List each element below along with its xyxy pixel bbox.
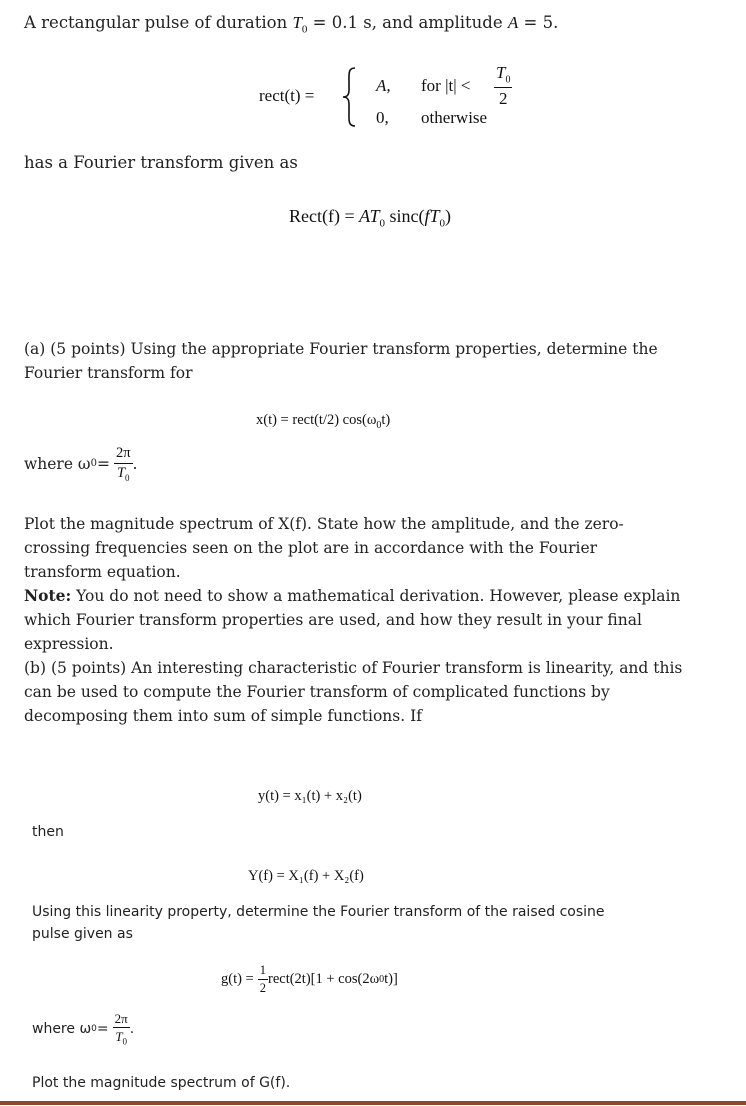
part-b-question: (b) (5 points) An interesting characteristic of Fourier transform is linearity, and this can be used to compute the Fourier transform of complicated functions by decomposing them into sum of simple functions. If	[24, 659, 683, 725]
intro-amplitude-value: = 5.	[518, 13, 559, 32]
case1-condition: for |t| <	[421, 76, 471, 95]
case1-fraction: $\frac{T_0}{2}$	[496, 63, 511, 109]
part-a-plot-instruction: Plot the magnitude spectrum of X(f). State how the amplitude, and the zero-crossing frequencies seen on the plot are in accordance with the Fourier transform equation.	[24, 515, 624, 581]
case2-value: 0,	[376, 108, 389, 127]
part-b-equation-Y: Y(f) = X₁(f) + X₂(f)	[248, 868, 364, 884]
part-a-equation-x: x(t) = rect(t/2) $\cos(\omega_0t)$	[256, 412, 391, 431]
rect-definition-lhs: rect(t) =	[259, 86, 315, 105]
part-b-linearity-text: Using this linearity property, determine the Fourier transform of the raised cosine pulse given as	[32, 904, 605, 942]
ft-intro-text: has a Fourier transform given as	[24, 153, 298, 172]
bottom-rule	[0, 1101, 746, 1105]
case1-value: A,	[376, 76, 391, 95]
part-a-note	[24, 584, 684, 656]
intro-A: A	[507, 13, 519, 32]
part-a-where-omega: where ω 0 = $\frac{2\pi}{T_0}$ .	[24, 445, 138, 483]
part-b-plot-instruction: Plot the magnitude spectrum of G(f).	[32, 1075, 291, 1091]
intro-prefix: A rectangular pulse of duration	[24, 13, 293, 32]
note-text: You do not need to show a mathematical derivation. However, please explain which Fourier transform properties are used, and how they result in your final expression.	[24, 587, 681, 653]
part-b-where-omega: where ω 0 = $\frac{2\pi}{T_0}$ .	[32, 1011, 135, 1047]
intro-T0: T	[292, 13, 302, 32]
part-a-question: (a) (5 points) Using the appropriate Fourier transform properties, determine the Fourier transform for	[24, 340, 658, 382]
rect-ft-equation: Rect(f) = $AT_0$ $\sin c(fT_0)$	[289, 206, 451, 230]
part-b-equation-g: g(t) = $\frac{1}{2}$ rect(2t)[1 + cos(2ω 0 t)]	[221, 963, 398, 995]
part-b-then: then	[32, 824, 64, 840]
intro-T0-sub: 0	[301, 23, 308, 36]
part-b-equation-y: y(t) = x₁(t) + x₂(t)	[258, 788, 362, 804]
piecewise-brace	[340, 66, 358, 128]
intro-duration-value: = 0.1 s, and amplitude	[307, 13, 508, 32]
intro-line	[24, 11, 558, 41]
note-label: Note:	[24, 586, 72, 605]
case2-condition: otherwise	[421, 108, 488, 127]
